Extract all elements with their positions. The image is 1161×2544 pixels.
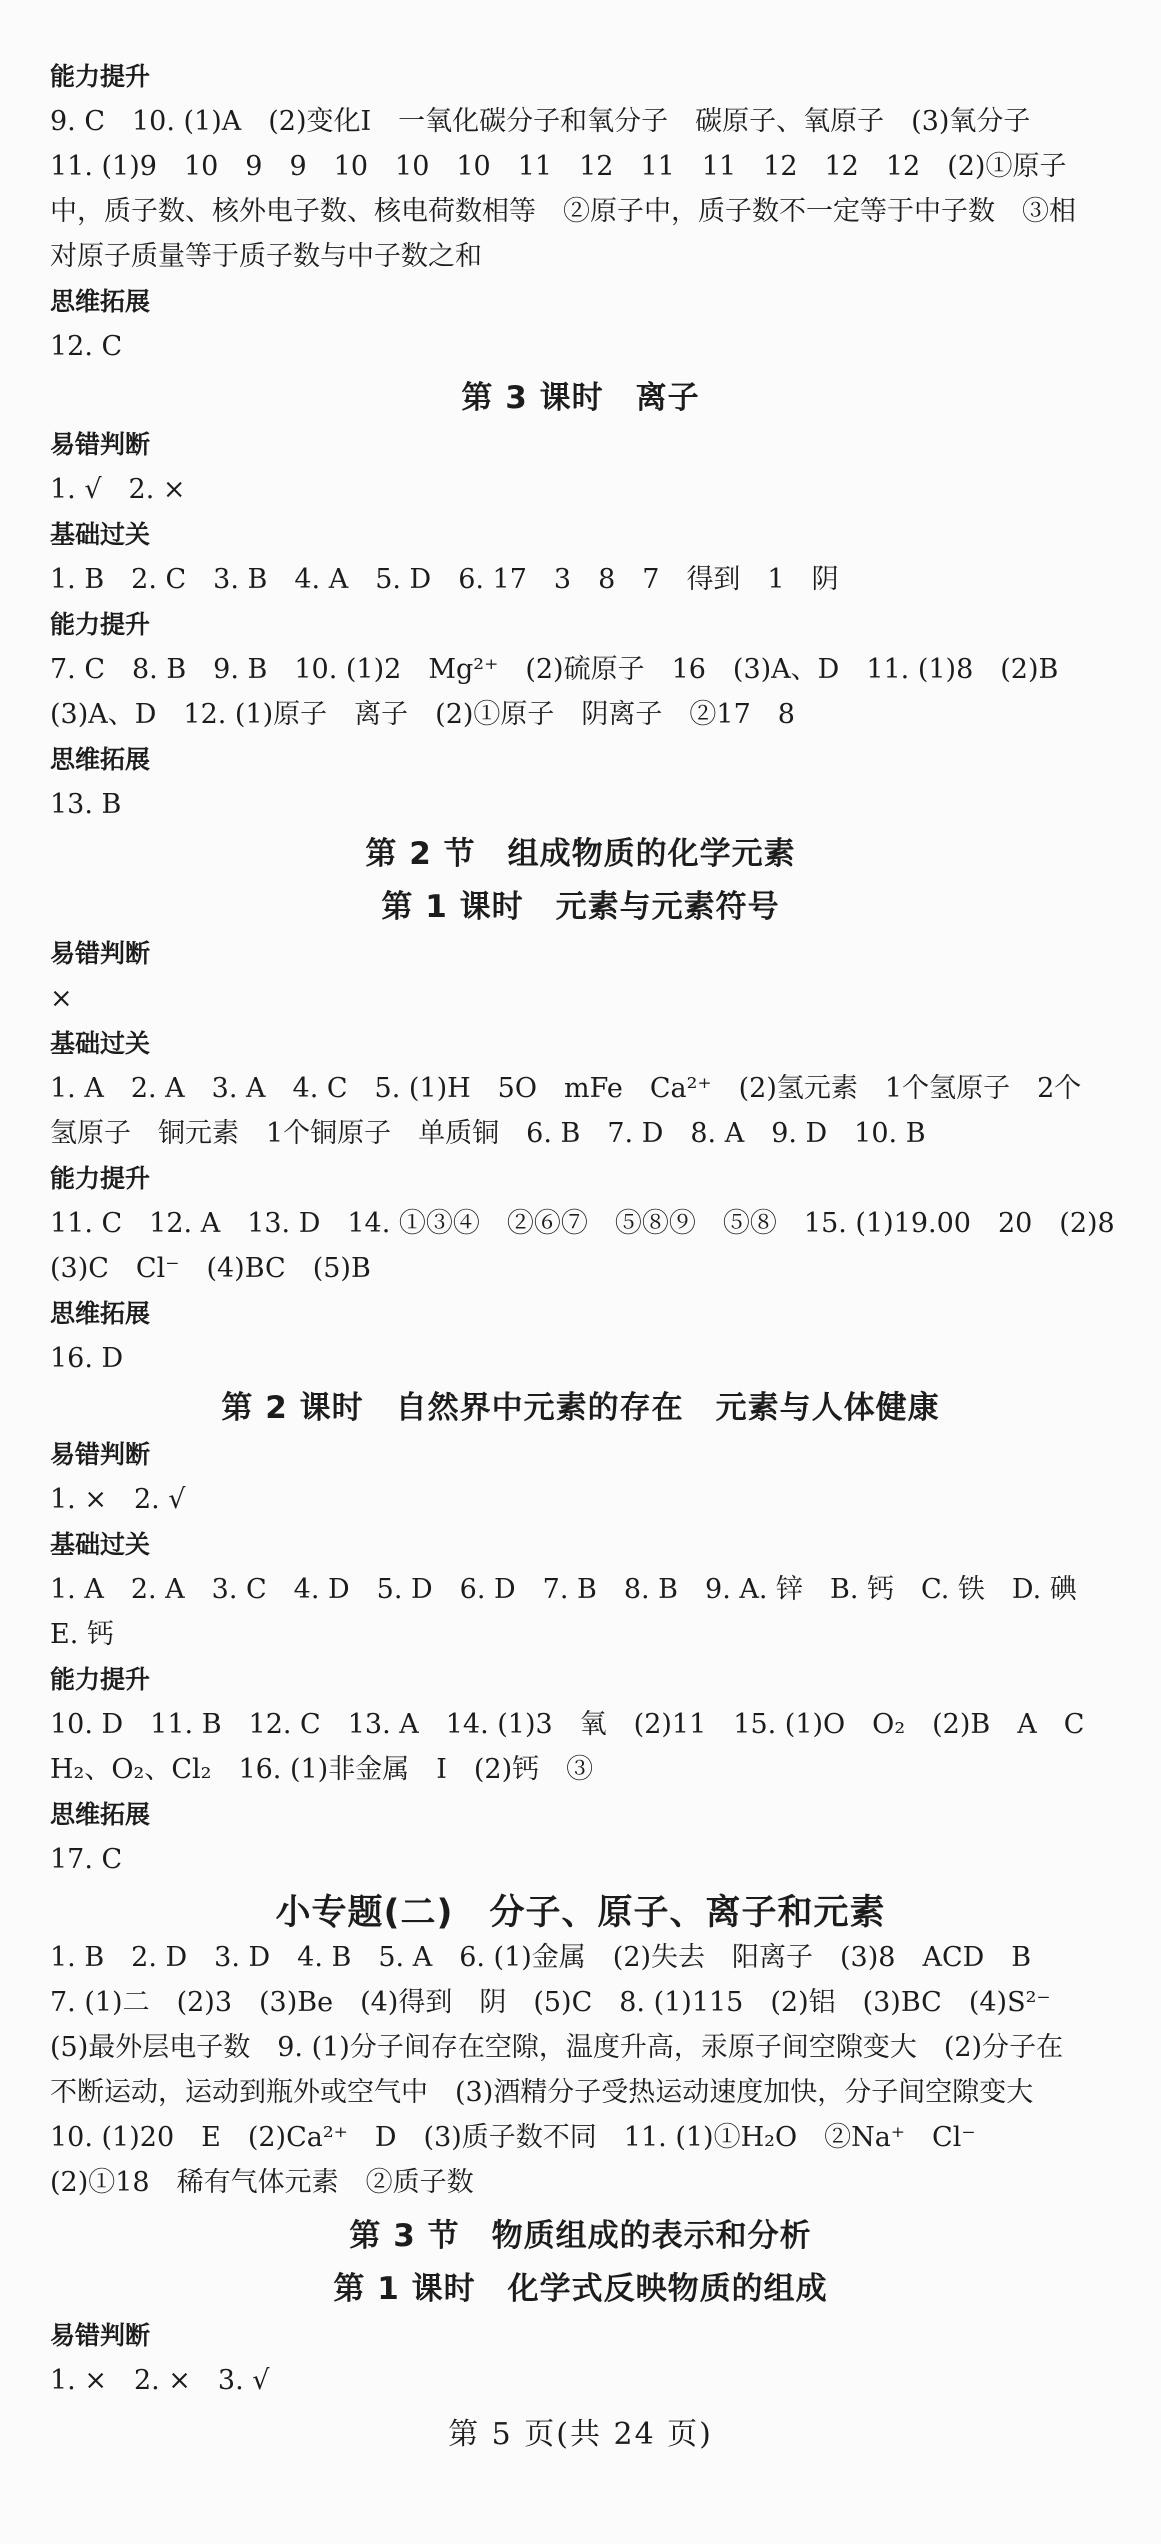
answer-line: 1. × 2. × 3. √ bbox=[50, 2365, 270, 2396]
category-heading: 基础过关 bbox=[50, 520, 151, 549]
category-heading: 能力提升 bbox=[50, 1665, 151, 1694]
answer-line: 1. A 2. A 3. C 4. D 5. D 6. D 7. B 8. B 9. A. 锌 B. 钙 C. 铁 D. 碘 bbox=[50, 1574, 1077, 1605]
answer-line: (3)A、D 12. (1)原子 离子 (2)①原子 阴离子 ②17 8 bbox=[50, 699, 795, 730]
category-heading: 思维拓展 bbox=[50, 1299, 151, 1328]
category-heading: 思维拓展 bbox=[50, 1800, 151, 1829]
category-heading: 易错判断 bbox=[50, 939, 151, 968]
category-heading: 易错判断 bbox=[50, 2321, 151, 2350]
category-heading: 能力提升 bbox=[50, 610, 151, 639]
answer-line: 中，质子数、核外电子数、核电荷数相等 ②原子中，质子数不一定等于中子数 ③相 bbox=[50, 196, 1076, 227]
section-ion-answers bbox=[50, 422, 1125, 827]
answer-line: 1. A 2. A 3. A 4. C 5. (1)H 5O mFe Ca²⁺ (2)氢元素 1个氢原子 2个 bbox=[50, 1073, 1082, 1104]
answer-line: 11. C 12. A 13. D 14. ①③④ ②⑥⑦ ⑤⑧⑨ ⑤⑧ 15. (1)19.00 20 (2)8 bbox=[50, 1208, 1115, 1239]
answer-line: 17. C bbox=[50, 1844, 123, 1875]
answer-line: 7. C 8. B 9. B 10. (1)2 Mg²⁺ (2)硫原子 16 (3)A、D 11. (1)8 (2)B bbox=[50, 654, 1059, 685]
mini-topic-title: 小专题(二) 分子、原子、离子和元素 bbox=[275, 1893, 886, 1933]
section-atom-structure-answers bbox=[50, 54, 1125, 369]
answer-line: 7. (1)二 (2)3 (3)Be (4)得到 阴 (5)C 8. (1)115 (2)铝 (3)BC (4)S²⁻ bbox=[50, 1987, 1051, 2018]
category-heading: 思维拓展 bbox=[50, 287, 151, 316]
answer-line: 1. B 2. D 3. D 4. B 5. A 6. (1)金属 (2)失去 阳离子 (3)8 ACD B bbox=[50, 1942, 1032, 1973]
answer-line: (5)最外层电子数 9. (1)分子间存在空隙，温度升高，汞原子间空隙变大 (2)分子在 bbox=[50, 2032, 1064, 2063]
page-number-footer: 第 5 页(共 24 页) bbox=[448, 2417, 713, 2452]
category-heading: 基础过关 bbox=[50, 1530, 151, 1559]
lesson-title-chemical-formula: 第 1 课时 化学式反映物质的组成 bbox=[333, 2271, 828, 2307]
answer-line: (2)①18 稀有气体元素 ②质子数 bbox=[50, 2167, 474, 2198]
section-chemical-formula-answers bbox=[50, 2313, 1125, 2403]
category-heading: 能力提升 bbox=[50, 1164, 151, 1193]
answer-line: 1. × 2. √ bbox=[50, 1484, 186, 1515]
answer-line: 氢原子 铜元素 1个铜原子 单质铜 6. B 7. D 8. A 9. D 10. B bbox=[50, 1118, 926, 1149]
section-title-chemical-elements: 第 2 节 组成物质的化学元素 bbox=[365, 836, 796, 872]
answer-line: 10. D 11. B 12. C 13. A 14. (1)3 氧 (2)11 15. (1)O O₂ (2)B A C bbox=[50, 1709, 1085, 1740]
category-heading: 基础过关 bbox=[50, 1029, 151, 1058]
section-title-composition: 第 3 节 物质组成的表示和分析 bbox=[349, 2218, 812, 2254]
lesson-title-ions: 第 3 课时 离子 bbox=[461, 380, 700, 416]
answer-line: 10. (1)20 E (2)Ca²⁺ D (3)质子数不同 11. (1)①H₂O ②Na⁺ Cl⁻ bbox=[50, 2122, 976, 2153]
mini-topic-answers bbox=[50, 1935, 1125, 2205]
answer-line: 9. C 10. (1)A (2)变化Ⅰ 一氧化碳分子和氧分子 碳原子、氧原子 (3)氧分子 bbox=[50, 106, 1031, 137]
category-heading: 易错判断 bbox=[50, 430, 151, 459]
category-heading: 易错判断 bbox=[50, 1440, 151, 1469]
answer-line: 1. √ 2. × bbox=[50, 474, 186, 505]
section-elements-nature-answers bbox=[50, 1432, 1125, 1882]
category-heading: 思维拓展 bbox=[50, 745, 151, 774]
answer-line: (3)C Cl⁻ (4)BC (5)B bbox=[50, 1253, 371, 1284]
answer-line: 1. B 2. C 3. B 4. A 5. D 6. 17 3 8 7 得到 1 阴 bbox=[50, 564, 839, 595]
answer-line: H₂、O₂、Cl₂ 16. (1)非金属 I (2)钙 ③ bbox=[50, 1754, 594, 1785]
category-heading: 能力提升 bbox=[50, 62, 151, 91]
answer-line: × bbox=[50, 983, 73, 1014]
answer-line: 对原子质量等于质子数与中子数之和 bbox=[50, 241, 482, 272]
lesson-title-element-symbols: 第 1 课时 元素与元素符号 bbox=[381, 889, 780, 925]
section-element-symbol-answers bbox=[50, 931, 1125, 1381]
answer-line: 16. D bbox=[50, 1343, 124, 1374]
answer-line: 13. B bbox=[50, 789, 122, 820]
answer-line: 11. (1)9 10 9 9 10 10 10 11 12 11 11 12 12 12 (2)①原子 bbox=[50, 151, 1067, 182]
answer-line: 不断运动，运动到瓶外或空气中 (3)酒精分子受热运动速度加快，分子间空隙变大 bbox=[50, 2077, 1034, 2108]
answer-line: 12. C bbox=[50, 331, 123, 362]
lesson-title-elements-in-nature: 第 2 课时 自然界中元素的存在 元素与人体健康 bbox=[221, 1390, 940, 1426]
answer-line: E. 钙 bbox=[50, 1619, 114, 1650]
